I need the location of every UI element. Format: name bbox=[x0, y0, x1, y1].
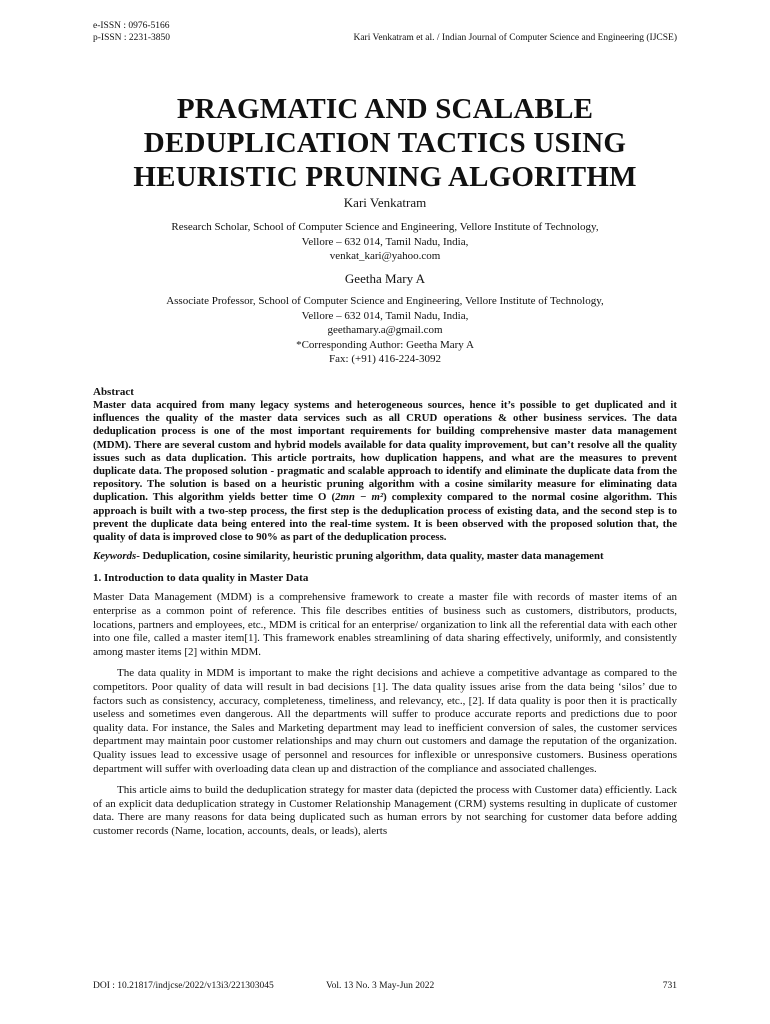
page-number: 731 bbox=[662, 981, 677, 991]
running-header: Kari Venkatram et al. / Indian Journal of Computer Science and Engineering (IJCSE) bbox=[353, 33, 677, 43]
abstract-text bbox=[93, 399, 677, 544]
footer-volume: Vol. 13 No. 3 May-Jun 2022 bbox=[326, 981, 435, 991]
eissn: e-ISSN : 0976-5166 bbox=[93, 21, 170, 31]
keywords bbox=[93, 550, 677, 563]
main-content bbox=[93, 386, 677, 847]
author-name: Geetha Mary A bbox=[344, 271, 426, 286]
complexity-formula: 2mn − m² bbox=[335, 491, 384, 504]
paragraph-2: The data quality in MDM is important to make the right decisions and achieve a competitive advantage as compared to the competitors. Poor quality of data will result in bad decisions [1]. The data quality issues arise from the data being ‘silos’ due to factors such as consistency, accuracy, completeness, timeliness, and relevancy, etc., [2]. If data quality is poor then it is practically useless and sometimes even dangerous. All the departments will suffer to produce accurate reports and predictions due to poor quality data. For instance, the Sales and Marketing department may lead to inefficient conversion of sales, the customer services department may maintain poor customer relationships and may churn out customers and damage the reputation of the organization. Quality issues lead to excessive usage of personnel and resources for inflexible or unresponsive customers. Business operations department will suffer with overloading data clean up and distraction of the compliance and associated challenges. bbox=[93, 667, 677, 775]
keywords-list: - Deduplication, cosine similarity, heuristic pruning algorithm, data quality, master data management bbox=[136, 550, 604, 563]
paragraph-3: This article aims to build the deduplication strategy for master data (depicted the process with Customer data) efficiently. Lack of an explicit data deduplication strategy in Customer Relationship Management (CRM) systems resulting in duplicate of customer data. There are many reasons for data being duplicated such as human errors by not searching for customer data before adding customer records (Name, location, accounts, deals, or leads), alerts bbox=[93, 784, 677, 837]
footer-doi: DOI : 10.21817/indjcse/2022/v13i3/221303045 bbox=[93, 981, 274, 991]
abstract-text-part-2: ) complexity compared to the normal cosine algorithm. This approach is built with a two-step process, the first step is the deduplication process of existing data, and the second step is to prevent the duplicate data being entered into the real-time system. It is been observed with the proposed solution that, the quality of data is improved close to 90% as part of the deduplication process. bbox=[93, 491, 677, 544]
abstract-text-part-1: Master data acquired from many legacy systems and heterogeneous sources, hence it’s possible to get duplicated and it influences the quality of the master data services such as all CRUD operations & other business services. The data deduplication process is one of the most important requirements for building comprehensive master data management (MDM). There are several custom and hybrid models available for data quality improvement, but can’t resolve all the quality issues such as data duplication. This article portraits, how duplication happens, and what are the measures to prevent duplicate data. The proposed solution - pragmatic and scalable approach to identify and eliminate the duplicate data from the repository. The solution is based on a heuristic pruning algorithm with a cosine similarity measure for eliminating data duplication. This algorithm yields better time O ( bbox=[93, 399, 677, 504]
author-affiliation: Research Scholar, School of Computer Science and Engineering, Vellore Institute of Technology, bbox=[171, 221, 599, 233]
fax-number: Fax: (+91) 416-224-3092 bbox=[329, 353, 441, 365]
section-heading: 1. Introduction to data quality in Master Data bbox=[93, 572, 309, 585]
author-email: geethamary.a@gmail.com bbox=[327, 324, 443, 336]
author-address: Vellore – 632 014, Tamil Nadu, India, bbox=[301, 309, 469, 322]
title-line-1: PRAGMATIC AND SCALABLE bbox=[176, 93, 594, 125]
title-line-2: DEDUPLICATION TACTICS USING bbox=[143, 127, 627, 159]
author-affiliation: Associate Professor, School of Computer Science and Engineering, Vellore Institute of Technology, bbox=[166, 295, 604, 307]
paper-title bbox=[60, 92, 710, 194]
pissn: p-ISSN : 2231-3850 bbox=[93, 33, 171, 43]
author-address: Vellore – 632 014, Tamil Nadu, India, bbox=[301, 235, 469, 248]
keywords-label: Keywords bbox=[93, 550, 137, 563]
author-name: Kari Venkatram bbox=[343, 195, 427, 210]
corresponding-author: *Corresponding Author: Geetha Mary A bbox=[296, 338, 474, 351]
journal-issn bbox=[93, 20, 170, 44]
abstract-heading: Abstract bbox=[93, 386, 134, 398]
author-block-2 bbox=[93, 271, 677, 367]
author-email: venkat_kari@yahoo.com bbox=[329, 250, 441, 262]
author-block-1 bbox=[93, 195, 677, 264]
title-line-3: HEURISTIC PRUNING ALGORITHM bbox=[133, 161, 637, 193]
paragraph-1: Master Data Management (MDM) is a comprehensive framework to create a master file with records of master items of an enterprise as a common point of reference. This file describes entities of business such as customers, distributors, products, locations, partners and employees, etc., MDM is critical for an enterprise/ organization to link all the referential data with each other into one file, called a master item[1]. This framework enables streamlining of data sharing effectively, uniformly, and consistently among master items [2] within MDM. bbox=[93, 591, 677, 658]
